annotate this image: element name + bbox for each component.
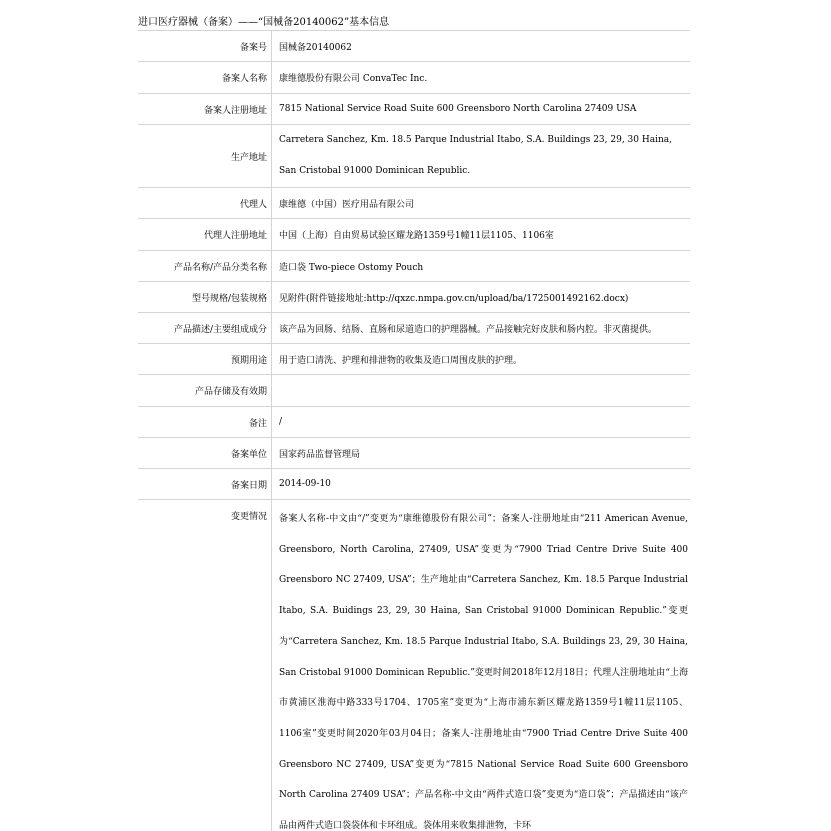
table-row [138, 407, 690, 438]
row-value: 造口袋 Two-piece Ostomy Pouch [272, 251, 691, 282]
row-value: Carretera Sanchez, Km. 18.5 Parque Industrial Itabo, S.A. Buildings 23, 29, 30 Haina, San Cristobal 91000 Dominican Republic. [272, 125, 691, 188]
table-row [138, 500, 690, 831]
table-row [138, 438, 690, 469]
row-label: 产品名称/产品分类名称 [138, 251, 272, 282]
row-value: 2014-09-10 [272, 469, 691, 500]
row-value: 国械备20140062 [272, 31, 691, 62]
table-row [138, 469, 690, 500]
table-row [138, 188, 690, 219]
info-table [138, 30, 690, 831]
table-row [138, 62, 690, 94]
row-value [272, 375, 691, 407]
row-label: 变更情况 [138, 500, 272, 831]
table-row [138, 344, 690, 375]
row-label: 备案单位 [138, 438, 272, 469]
row-value: 中国（上海）自由贸易试验区耀龙路1359号1幢11层1105、1106室 [272, 219, 691, 251]
row-label: 型号规格/包装规格 [138, 282, 272, 313]
row-label: 预期用途 [138, 344, 272, 375]
row-label: 产品存储及有效期 [138, 375, 272, 407]
row-label: 备案人名称 [138, 62, 272, 94]
table-row [138, 251, 690, 282]
table-row [138, 282, 690, 313]
table-row [138, 125, 690, 188]
table-row [138, 375, 690, 407]
row-value: 康维德股份有限公司 ConvaTec Inc. [272, 62, 691, 94]
row-label: 生产地址 [138, 125, 272, 188]
row-value: 备案人名称-中文由“/”变更为“康维德股份有限公司”；备案人-注册地址由“211 American Avenue, Greensboro, North Carolina, 27409, USA”变更为“7900 Triad Centre Drive Suite 400 Greensboro NC 27409, USA”；生产地址由“Carretera Sanchez, Km. 18.5 Parque Industrial Itabo, S.A. Buidings 23, 29, 30 Haina, San Cristobal 91000 Dominican Republic.”变更为“Carretera Sanchez, Km. 18.5 Parque Industrial Itabo, S.A. Buildings 23, 29, 30 Haina, San Cristobal 91000 Dominican Republic.”变更时间2018年12月18日；代理人注册地址由“上海市黄浦区淮海中路333号1704、1705室”变更为“上海市浦东新区耀龙路1359号1幢11层1105、1106室”变更时间2020年03月04日；备案人-注册地址由“7900 Triad Centre Drive Suite 400 Greensboro NC 27409, USA”变更为“7815 National Service Road Suite 600 Greensboro North Carolina 27409 USA”；产品名称-中文由“两件式造口袋”变更为“造口袋”；产品描述由“该产品由两件式造口袋袋体和卡环组成。袋体用来收集排泄物，卡环 [272, 500, 691, 831]
row-label: 代理人注册地址 [138, 219, 272, 251]
row-value: 该产品为回肠、结肠、直肠和尿道造口的护理器械。产品接触完好皮肤和肠内腔。非灭菌提供。 [272, 313, 691, 344]
row-value: 用于造口清洗、护理和排泄物的收集及造口周围皮肤的护理。 [272, 344, 691, 375]
row-label: 备注 [138, 407, 272, 438]
row-label: 备案人注册地址 [138, 94, 272, 125]
table-row [138, 31, 690, 62]
table-row [138, 94, 690, 125]
table-row [138, 313, 690, 344]
row-value: / [272, 407, 691, 438]
row-label: 备案号 [138, 31, 272, 62]
table-row [138, 219, 690, 251]
row-value: 康维德（中国）医疗用品有限公司 [272, 188, 691, 219]
row-label: 备案日期 [138, 469, 272, 500]
row-value: 见附件(附件链接地址:http://qxzc.nmpa.gov.cn/upload/ba/1725001492162.docx) [272, 282, 691, 313]
row-label: 代理人 [138, 188, 272, 219]
row-label: 产品描述/主要组成成分 [138, 313, 272, 344]
row-value: 7815 National Service Road Suite 600 Greensboro North Carolina 27409 USA [272, 94, 691, 125]
page-title: 进口医疗器械（备案）——“国械备20140062”基本信息 [138, 17, 390, 28]
row-value: 国家药品监督管理局 [272, 438, 691, 469]
